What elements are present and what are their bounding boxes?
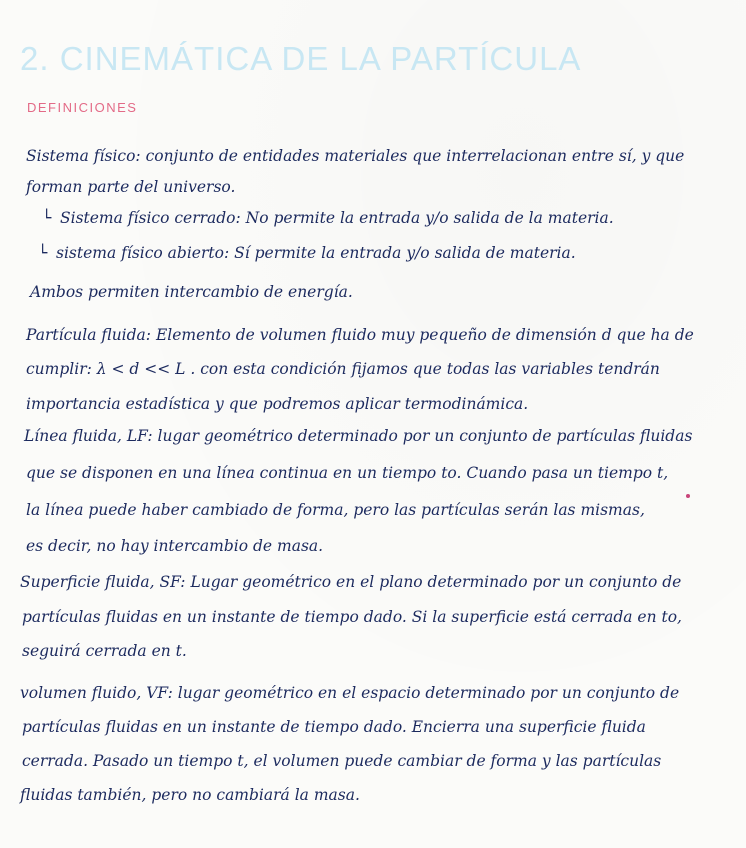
text-line: Partícula fluida: Elemento de volumen fluido muy pequeño de dimensión d que ha de [26, 326, 694, 344]
text-line: forman parte del universo. [26, 178, 236, 196]
text-line: Sistema físico: conjunto de entidades materiales que interrelacionan entre sí, y que [26, 147, 685, 165]
ink-dot [686, 494, 690, 498]
text-line: la línea puede haber cambiado de forma, pero las partículas serán las mismas, [26, 501, 645, 519]
text-line: volumen fluido, VF: lugar geométrico en el espacio determinado por un conjunto de [20, 684, 680, 702]
text-line: Ambos permiten intercambio de energía. [30, 283, 353, 301]
text-line-indented [42, 208, 614, 228]
corner-arrow-icon: └ [38, 244, 48, 262]
section-heading: DEFINICIONES [27, 100, 138, 115]
text-line: es decir, no hay intercambio de masa. [26, 537, 324, 555]
text-line: Línea fluida, LF: lugar geométrico determinado por un conjunto de partículas fluidas [24, 427, 693, 445]
text-line: cumplir: λ < d << L . con esta condición fijamos que todas las variables tendrán [26, 360, 660, 378]
corner-arrow-icon: └ [42, 209, 52, 227]
text-line: fluidas también, pero no cambiará la masa. [20, 786, 360, 804]
text-line: seguirá cerrada en t. [22, 642, 187, 660]
text-line: cerrada. Pasado un tiempo t, el volumen puede cambiar de forma y las partículas [22, 752, 662, 770]
text-line-content: Sistema físico cerrado: No permite la entrada y/o salida de la materia. [60, 209, 614, 227]
text-line: que se disponen en una línea continua en un tiempo to. Cuando pasa un tiempo t, [26, 464, 669, 482]
text-line-indented [38, 243, 576, 263]
page-title: 2. CINEMÁTICA DE LA PARTÍCULA [20, 40, 582, 77]
text-line: importancia estadística y que podremos aplicar termodinámica. [26, 395, 529, 413]
text-line-content: sistema físico abierto: Sí permite la entrada y/o salida de materia. [56, 244, 576, 262]
text-line: partículas fluidas en un instante de tiempo dado. Si la superficie está cerrada en to, [22, 608, 682, 626]
text-line: Superficie fluida, SF: Lugar geométrico en el plano determinado por un conjunto de [20, 573, 682, 591]
text-line: partículas fluidas en un instante de tiempo dado. Encierra una superficie fluida [22, 718, 646, 736]
